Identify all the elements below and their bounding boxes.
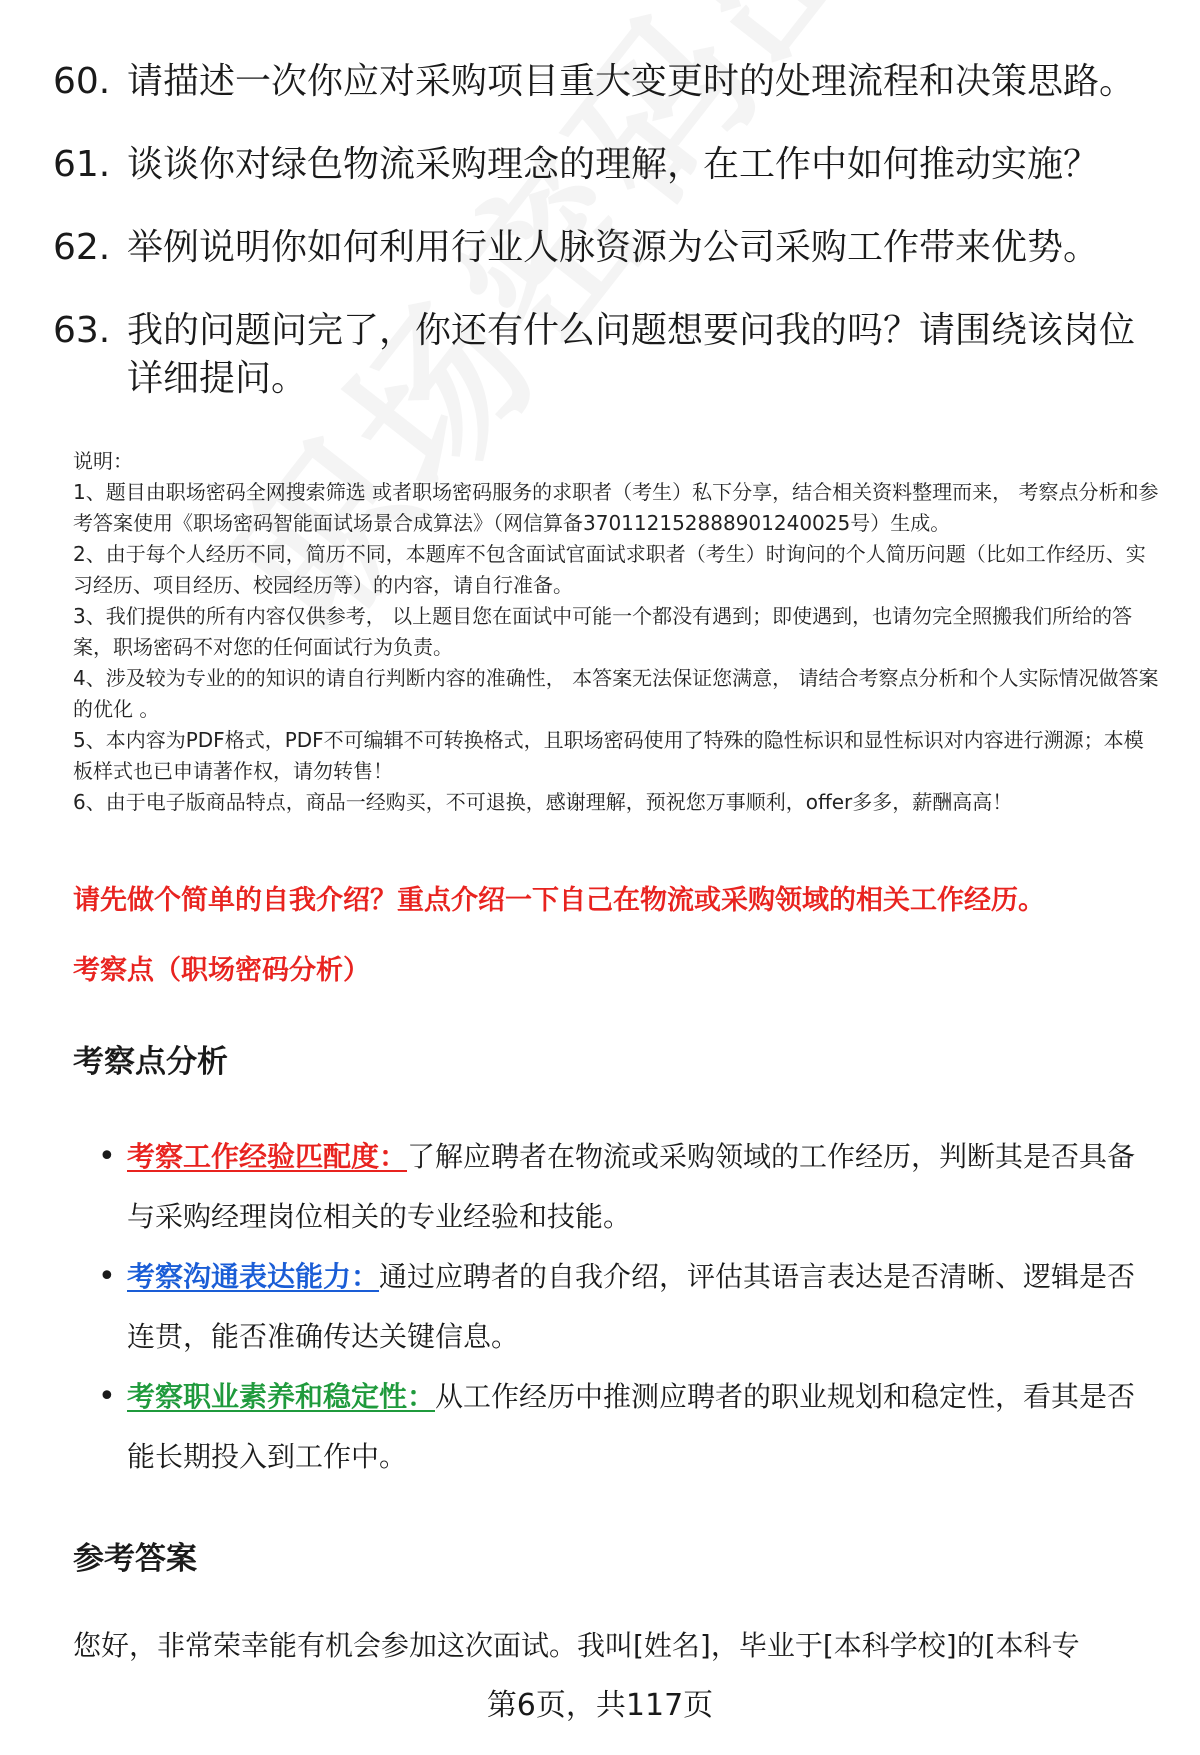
analysis-point-text: 通过应聘者的自我介绍，评估其语言表达是否清晰、逻辑是否连贯，能否准确传达关键信息。 — [127, 1260, 1136, 1353]
question-item — [53, 141, 1163, 189]
note-item: 4、涉及较为专业的的知识的请自行判断内容的准确性， 本答案无法保证您满意， 请结合考察点分析和个人实际情况做答案的优化 。 — [73, 666, 1159, 721]
note-item: 6、由于电子版商品特点，商品一经购买，不可退换，感谢理解，预祝您万事顺利，offer多多，薪酬高高！ — [73, 790, 1013, 814]
analysis-point-text: 从工作经历中推测应聘者的职业规划和稳定性，看其是否能长期投入到工作中。 — [127, 1380, 1136, 1473]
question-item — [53, 58, 1163, 106]
answer-heading: 参考答案 — [73, 1541, 197, 1577]
note-item: 1、题目由职场密码全网搜索筛选 或者职场密码服务的求职者（考生）私下分享，结合相关资料整理而来， 考察点分析和参考答案使用《职场密码智能面试场景合成算法》（网信算备370112152888901240025号）生成。 — [73, 480, 1159, 535]
note-item: 5、本内容为PDF格式，PDF不可编辑不可转换格式，且职场密码使用了特殊的隐性标识和显性标识对内容进行溯源；本模板样式也已申请著作权，请勿转售！ — [73, 728, 1144, 783]
question-number: 63. — [53, 310, 111, 351]
analysis-point-keyword: 考察沟通表达能力： — [127, 1260, 380, 1293]
question-number: 62. — [53, 227, 111, 268]
question-item — [53, 224, 1163, 272]
question-text: 请描述一次你应对采购项目重大变更时的处理流程和决策思路。 — [127, 61, 1136, 102]
analysis-point-list — [98, 1127, 1148, 1487]
analysis-point-keyword: 考察工作经验匹配度： — [127, 1140, 408, 1173]
question-list — [53, 58, 1163, 438]
analysis-point — [98, 1367, 1148, 1487]
question-number: 61. — [53, 144, 111, 185]
notes-section — [73, 446, 1163, 818]
analysis-subtitle: 考察点（职场密码分析） — [73, 955, 370, 986]
question-text: 举例说明你如何利用行业人脉资源为公司采购工作带来优势。 — [127, 227, 1100, 268]
note-item: 2、由于每个人经历不同，简历不同，本题库不包含面试官面试求职者（考生）时询问的个人简历问题（比如工作经历、实习经历、项目经历、校园经历等）的内容，请自行准备。 — [73, 542, 1146, 597]
question-text: 我的问题问完了，你还有什么问题想要问我的吗？请围绕该岗位详细提问。 — [127, 310, 1136, 399]
question-number: 60. — [53, 61, 111, 102]
analysis-heading: 考察点分析 — [73, 1044, 228, 1080]
answer-text: 您好，非常荣幸能有机会参加这次面试。我叫[姓名]，毕业于[本科学校]的[本科专 — [73, 1629, 1080, 1662]
bullet-dot-icon: • — [98, 1379, 116, 1414]
interview-question-title: 请先做个简单的自我介绍？重点介绍一下自己在物流或采购领域的相关工作经历。 — [73, 885, 1045, 916]
note-item: 3、我们提供的所有内容仅供参考， 以上题目您在面试中可能一个都没有遇到；即使遇到，也请勿完全照搬我们所给的答案，职场密码不对您的任何面试行为负责。 — [73, 604, 1133, 659]
analysis-point — [98, 1127, 1148, 1247]
page-footer: 第6页，共117页 — [486, 1688, 714, 1723]
bullet-dot-icon: • — [98, 1259, 116, 1294]
analysis-point-text: 了解应聘者在物流或采购领域的工作经历，判断其是否具备与采购经理岗位相关的专业经验和技能。 — [127, 1140, 1136, 1233]
bullet-dot-icon: • — [98, 1139, 116, 1174]
question-text: 谈谈你对绿色物流采购理念的理解，在工作中如何推动实施？ — [127, 144, 1100, 185]
question-item — [53, 307, 1163, 403]
analysis-point — [98, 1247, 1148, 1367]
notes-title: 说明： — [73, 449, 133, 473]
analysis-point-keyword: 考察职业素养和稳定性： — [127, 1380, 436, 1413]
